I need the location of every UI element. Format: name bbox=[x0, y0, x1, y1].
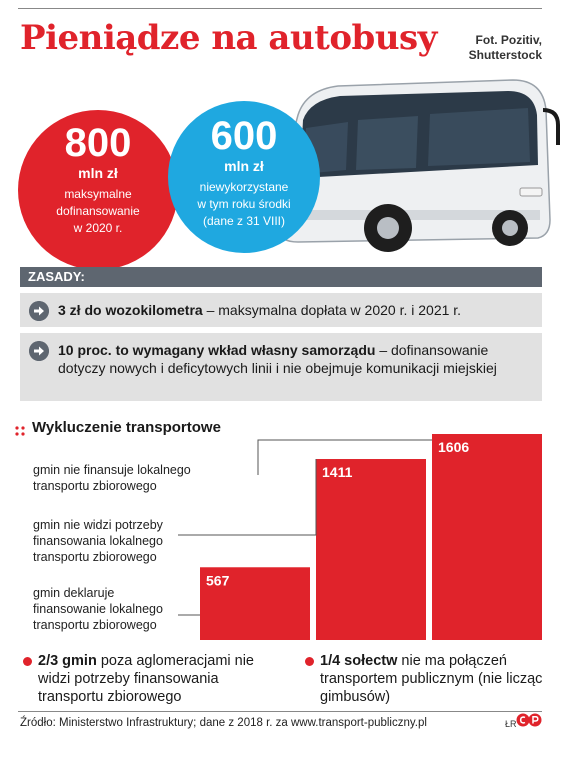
bullet-dot-icon bbox=[305, 657, 314, 666]
stat-unit: mln zł bbox=[78, 165, 118, 181]
label-line: finansowania lokalnego bbox=[33, 534, 163, 548]
bottom-rule bbox=[18, 711, 542, 712]
page-title: Pieniądze na autobusy bbox=[20, 18, 437, 58]
label-line: transportu zbiorowego bbox=[33, 479, 157, 493]
chart-bar bbox=[316, 459, 426, 640]
stat-desc-line: maksymalne bbox=[64, 187, 132, 201]
arrow-right-icon bbox=[29, 301, 49, 321]
stat-description bbox=[168, 179, 320, 230]
source-note: Źródło: Ministerstwo Infrastruktury; dane z 2018 r. za www.transport-publiczny.pl bbox=[20, 717, 427, 729]
stat-circle-unused-funds bbox=[168, 101, 320, 253]
rule-bold-text: 10 proc. to wymagany wkład własny samorządu bbox=[58, 342, 376, 358]
photo-credit bbox=[469, 33, 542, 63]
credit-line-2: Shutterstock bbox=[468, 48, 542, 62]
stat-value: 600 bbox=[210, 114, 278, 158]
rule-item bbox=[20, 333, 542, 401]
stat-desc-line: niewykorzystane bbox=[199, 180, 289, 194]
chart-connector-line bbox=[178, 459, 316, 535]
bullet-item bbox=[38, 652, 278, 706]
rule-text: – maksymalna dopłata w 2020 r. i 2021 r. bbox=[202, 302, 462, 318]
label-line: finansowanie lokalnego bbox=[33, 602, 163, 616]
arrow-right-icon bbox=[29, 341, 49, 361]
bar-chart bbox=[0, 430, 566, 645]
top-rule bbox=[18, 8, 542, 9]
label-line: gmin nie widzi potrzeby bbox=[33, 518, 163, 532]
rule-bold-text: 3 zł do wozokilometra bbox=[58, 302, 203, 318]
rule-text: – dofinansowanie dotyczy nowych i deficytowych linii i nie obejmuje komunikacji miejskiej bbox=[58, 342, 497, 376]
section-title: Wykluczenie transportowe bbox=[32, 419, 221, 436]
chart-value-label: 1411 bbox=[322, 464, 353, 481]
chart-value-label: 567 bbox=[206, 572, 230, 589]
stat-desc-line: (dane z 31 VIII) bbox=[202, 214, 286, 228]
label-line: gmin nie finansuje lokalnego bbox=[33, 463, 191, 477]
stat-desc-line: w 2020 r. bbox=[73, 221, 123, 235]
label-line: gmin deklaruje bbox=[33, 586, 115, 600]
chart-value-label: 1606 bbox=[438, 439, 470, 455]
bullet-bold-text: 2/3 gmin bbox=[38, 653, 97, 669]
author-initials: ŁR bbox=[505, 719, 517, 729]
bullet-text: nie ma połączeń transportem publicznym (nie licząc gimbusów) bbox=[320, 653, 543, 705]
stat-value: 800 bbox=[64, 121, 132, 165]
credit-line-1: Fot. Pozitiv, bbox=[475, 33, 542, 47]
stat-desc-line: dofinansowanie bbox=[56, 204, 140, 218]
rule-item bbox=[20, 293, 542, 327]
rules-heading: ZASADY: bbox=[20, 267, 542, 287]
label-line: transportu zbiorowego bbox=[33, 618, 157, 632]
chart-bar bbox=[432, 434, 542, 640]
stat-unit: mln zł bbox=[224, 158, 264, 174]
label-line: transportu zbiorowego bbox=[33, 550, 157, 564]
stat-circle-max-funding bbox=[18, 110, 178, 270]
bullet-bold-text: 1/4 sołectw bbox=[320, 653, 398, 669]
bullet-dot-icon bbox=[23, 657, 32, 666]
stat-description bbox=[18, 186, 178, 237]
bullet-text: poza aglomeracjami nie widzi potrzeby finansowania transportu zbiorowego bbox=[38, 653, 254, 705]
publisher-logo bbox=[516, 713, 542, 727]
stat-desc-line: w tym roku środki bbox=[197, 197, 291, 211]
bullet-item bbox=[320, 652, 550, 706]
